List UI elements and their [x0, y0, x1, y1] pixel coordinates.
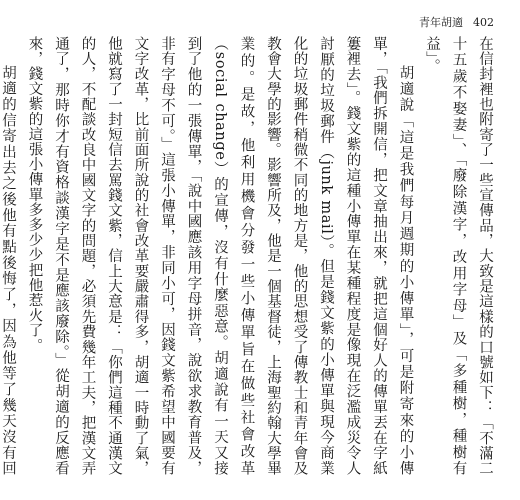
paragraph-continuation: 在信封裡也附寄了一些宣傳品，大致是這樣的口號如下：「不滿二十五歲不娶妻」、「廢除漢字，改用字母」及「多種樹，種樹有益」。	[424, 36, 493, 476]
page-number: 402	[473, 16, 494, 29]
running-header	[419, 14, 494, 30]
paragraph: 胡適的信寄出去之後他有點後悔了，因為他等了幾天沒有回	[0, 65, 16, 476]
running-header-title: 青年胡適	[419, 16, 463, 29]
vertical-text-body	[0, 36, 498, 476]
paragraph: 胡適說「這是我們每月週期的小傳單」，可是附寄來的小傳單，「我們拆開信，把文章抽出來，就把這個好人的傳單丟在字紙簍裡去」。錢文紫的這種小傳單在某種程度是像現在泛濫成災令人討厭的垃圾郵件（junk mail）。但是錢文紫的小傳單與現今商業化的垃圾郵件稍微不同的地方是，他的思想受了傳教士和青年會及教會大學的影響。影響所及，他是一個基督徒，上海聖約翰大學畢業的。是故，他利用機會分發一些小傳單旨在做些社會改革（social change）的宣傳，沒有什麼惡意。胡適說有一天又接到了他的一張傳單，「說中國應該用字母拼音，說欲求教育普及，非有字母不可。」這張小傳單，非同小可，因錢文紫希望中國要有文字改革，比前面所說的社會改革要嚴肅得多，胡適一時動了氣，他就寫了一封短信去罵錢文紫，信上大意是：「你們這種不通漢文的人，不配談改良中國文字的問題，必須先費幾年工夫，把漢文弄通了，那時你才有資格談漢字是不是應該廢除。」從胡適的反應看來，錢文紫的這張小傳單多多少少把他惹火了。	[26, 36, 414, 476]
